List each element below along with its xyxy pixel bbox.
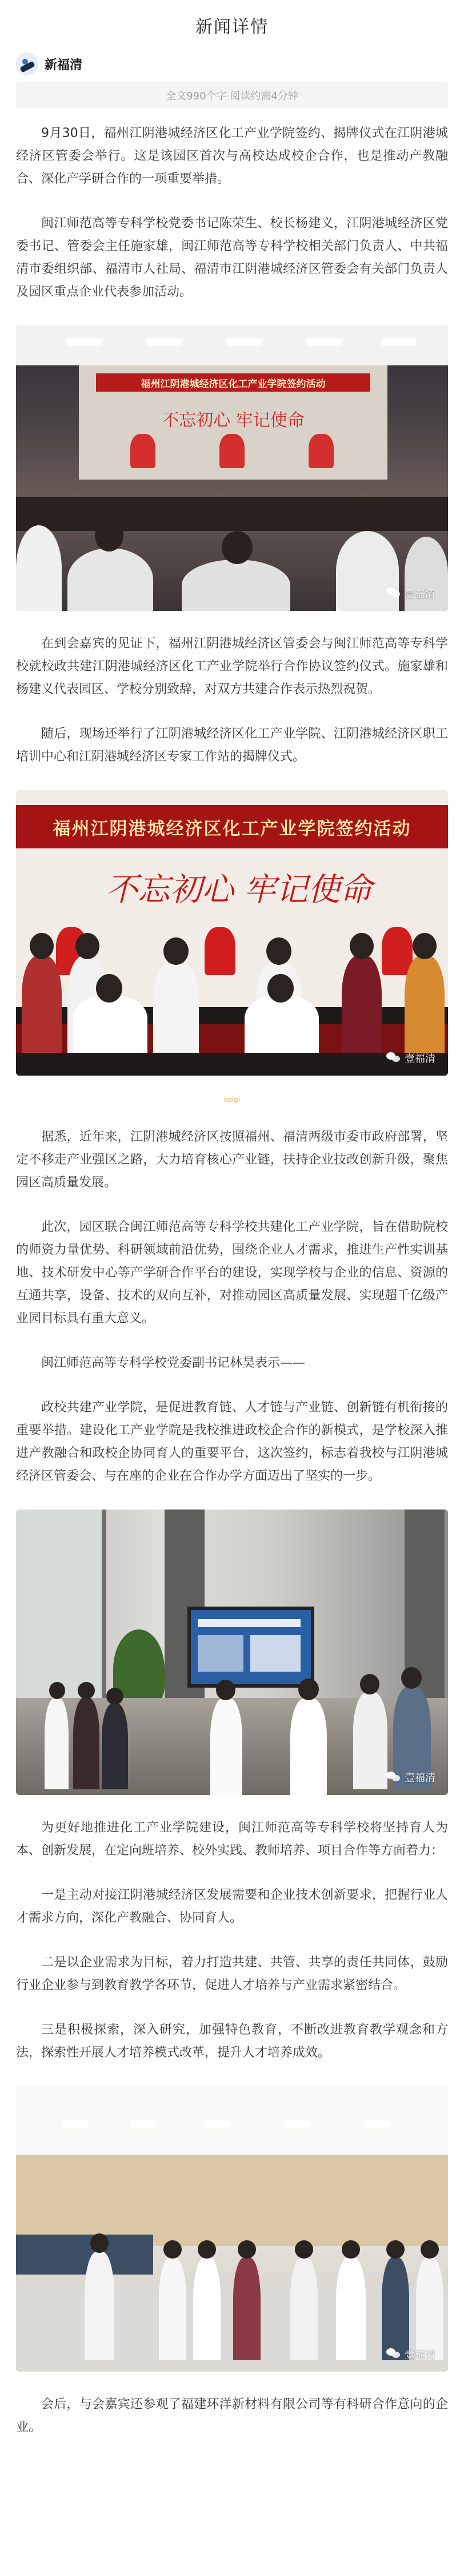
attendee-head	[90, 2233, 109, 2253]
signer	[73, 996, 147, 1053]
paragraph: 据悉，近年来，江阴港城经济区按照福州、福清两级市委市政府部署，坚定不移走产业强区之路，大力培育核心产业链，扶持企业技改创新升级，聚焦园区高质量发展。	[16, 1130, 448, 1190]
plaque-cover	[130, 434, 155, 468]
photo-banner: 福州江阴港城经济区化工产业学院签约活动	[16, 805, 448, 848]
paragraph: 随后，现场还举行了江阴港城经济区化工产业学院、江阴港城经济区职工培训中心和江阴港城经济区专家工作站的揭牌仪式。	[16, 727, 448, 764]
attendee-head	[216, 1680, 235, 1700]
signer-head	[267, 974, 294, 1003]
plaque-cover	[219, 434, 245, 468]
attendee	[159, 2257, 186, 2360]
ceiling-lamp	[365, 2120, 391, 2127]
attendee-head	[413, 933, 437, 959]
top-bar	[0, 0, 464, 50]
paragraph: 二是以企业需求为目标，着力打造共建、共管、共享的责任共同体，鼓励行业企业参与到教育教学各环节，促进人才培养与产业需求紧密结合。	[16, 1955, 448, 1993]
attendee-head	[401, 1667, 422, 1689]
photo-lobby[interactable]	[16, 1510, 448, 1795]
paragraph: 此次，园区联合闽江师范高等专科学校共建化工产业学院，旨在借助院校的师资力量优势、科研领域前沿优势，围绕企业人才需求，推进生产性实训基地、技术研发中心等产学研合作平台的建设，实现学校与企业的信息、资源的互通共享，设备、技术的双向互补，对推动园区高质量发展、实现超千亿级产业园目标具有重大意义。	[16, 1220, 448, 1326]
photo-control-room[interactable]	[16, 2086, 448, 2372]
attendee	[382, 2257, 409, 2360]
author-name[interactable]: 新福清	[45, 58, 83, 73]
signer-head	[96, 974, 122, 1003]
meta-text: 全文990个字 阅读约需4分钟	[166, 90, 298, 102]
ceiling-lamp	[382, 339, 416, 345]
wechat-icon	[386, 1052, 401, 1064]
watermark-label: 壹福清	[405, 1772, 435, 1784]
plaque-cover	[309, 434, 334, 468]
watermark-label: 壹福清	[405, 1053, 435, 1065]
attendee-head	[342, 2240, 360, 2259]
attendee-head	[298, 1679, 319, 1700]
plaque-cover	[205, 927, 235, 975]
screen-text	[250, 1635, 301, 1672]
attendee-head	[266, 937, 291, 965]
attendee	[342, 956, 382, 1053]
attendee-head	[30, 933, 54, 959]
wechat-icon	[386, 2348, 401, 2360]
ceiling-lamp	[205, 2120, 231, 2127]
article-meta	[16, 82, 448, 108]
article-body	[16, 122, 448, 2439]
screen-title-bar	[198, 1619, 301, 1627]
attendee	[210, 1698, 242, 1795]
ceiling-lamp	[285, 2120, 311, 2127]
wall-panel	[16, 2155, 448, 2246]
attendee-head	[75, 933, 99, 959]
author-row[interactable]	[16, 53, 82, 75]
photo-banner: 福州江阴港城经济区化工产业学院签约活动	[96, 373, 370, 392]
attendee-head	[222, 531, 253, 564]
attendee	[336, 2257, 366, 2360]
front-table	[16, 497, 448, 531]
attendee	[233, 2257, 261, 2360]
attendee	[102, 1704, 128, 1789]
screen-image	[198, 1635, 243, 1672]
attendee-head	[106, 1688, 123, 1705]
paragraph: 闽江师范高等专科学校党委书记陈荣生、校长杨建义，江阴港城经济区党委书记、管委会主任施家雄，闽江师范高等专科学校相关部门负责人、中共福清市委组织部、福清市人社局、福清市江阴港城经济区管委会有关部门负责人及园区重点企业代表参加活动。	[16, 216, 448, 299]
photo-conference[interactable]	[16, 325, 448, 611]
attendee	[153, 961, 199, 1053]
attendee	[416, 2257, 443, 2360]
ceiling-lamp	[62, 2120, 88, 2127]
attendee-head	[198, 2240, 216, 2259]
wechat-icon	[386, 1772, 401, 1783]
paragraph: 闽江师范高等专科学校党委副书记林昊表示——	[41, 1356, 306, 1370]
watermark-label: 壹福清	[405, 588, 435, 600]
photo-slogan: 不忘初心 牢记使命	[106, 871, 372, 908]
attendee	[45, 1698, 69, 1789]
attendee	[73, 1698, 99, 1789]
attendee	[405, 956, 445, 1053]
attendee	[22, 956, 62, 1053]
control-consoles	[16, 2235, 153, 2275]
attendee	[353, 1692, 387, 1789]
signer	[245, 996, 319, 1053]
attendee	[182, 560, 290, 611]
photo-watermark	[386, 586, 435, 601]
attendee-head	[49, 1682, 65, 1699]
ceiling-lamp	[307, 339, 342, 345]
plaque-cover	[382, 927, 413, 975]
ceiling-lamp	[227, 339, 262, 345]
paragraph: 会后，与会嘉宾还参观了福建环洋新材料有限公司等有科研合作意向的企业。	[16, 2397, 448, 2434]
paragraph: 在到会嘉宾的见证下，福州江阴港城经济区管委会与闽江师范高等专科学校就校政共建江阴港城经济区化工产业学院举行合作协议签约仪式。施家雄和杨建义代表园区、学校分别致辞，对双方共建合作表示热烈祝贺。	[16, 637, 448, 697]
paragraph: 三是积极探索，深入研究，加强特色教育，不断改进教育教学观念和方法，探索性开展人才培养模式改革，提升人才培养成效。	[16, 2023, 448, 2060]
attendee-head	[353, 502, 379, 531]
attendee-head	[25, 497, 50, 525]
attendee-head	[350, 933, 374, 959]
photo-watermark	[386, 2346, 435, 2361]
photo-watermark	[386, 1770, 435, 1785]
ceiling	[16, 325, 448, 365]
attendee-head	[78, 1682, 95, 1699]
attendee-head	[360, 1674, 379, 1694]
attendee	[290, 2257, 318, 2360]
attendee-head	[238, 2240, 256, 2259]
divider-tag	[16, 1089, 448, 1110]
page-title: 新闻详情	[195, 17, 269, 37]
photo-slogan: 不忘初心 牢记使命	[162, 410, 305, 430]
photo-signing[interactable]	[16, 790, 448, 1076]
attendee-head	[421, 2240, 439, 2259]
attendee	[193, 2257, 221, 2360]
paragraph: 一是主动对接江阴港城经济区发展需要和企业技术创新要求，把握行业人才需求方向，深化产教融合、协同育人。	[16, 1888, 448, 1925]
ceiling-lamp	[67, 339, 102, 345]
watermark-label: 壹福清	[405, 2349, 435, 2361]
ceiling-lamp	[130, 2120, 157, 2127]
attendee-head	[163, 2240, 182, 2259]
attendee	[85, 2252, 114, 2360]
attendee	[290, 1698, 327, 1795]
attendee	[67, 548, 153, 611]
logo-icon[interactable]	[16, 53, 38, 75]
attendee-head	[386, 2240, 405, 2259]
window	[16, 1510, 106, 1698]
paragraph: 为更好地推进化工产业学院建设，闽江师范高等专科学校将坚持育人为本、创新发展，在定向班培养、校外实践、教师培养、项目合作等方面着力：	[16, 1821, 448, 1858]
attendee	[16, 525, 62, 611]
wechat-icon	[386, 587, 401, 599]
paragraph: 9月30日，福州江阴港城经济区化工产业学院签约、揭牌仪式在江阴港城经济区管委会举行。这是该园区首次与高校达成校企合作，也是推动产教融合、深化产学研合作的一项重要举措。	[16, 126, 448, 186]
attendee-head	[295, 2240, 313, 2259]
divider-text: kolgi	[223, 1096, 241, 1104]
attendee-head	[95, 520, 123, 552]
display-screen	[187, 1607, 314, 1688]
ceiling-lamp	[147, 339, 182, 345]
paragraph: 政校共建产业学院，是促进教育链、人才链与产业链、创新链有机衔接的重要举措。建设化工产业学院是我校推进政校企合作的新模式，是学校深入推进产教融合和政校企协同育人的重要平台，这次签约，标志着我校与江阴港城经济区管委会、与在座的企业在合作办学方面迈出了坚实的一步。	[16, 1400, 448, 1483]
attendee-head	[163, 937, 189, 965]
photo-watermark	[386, 1050, 435, 1065]
